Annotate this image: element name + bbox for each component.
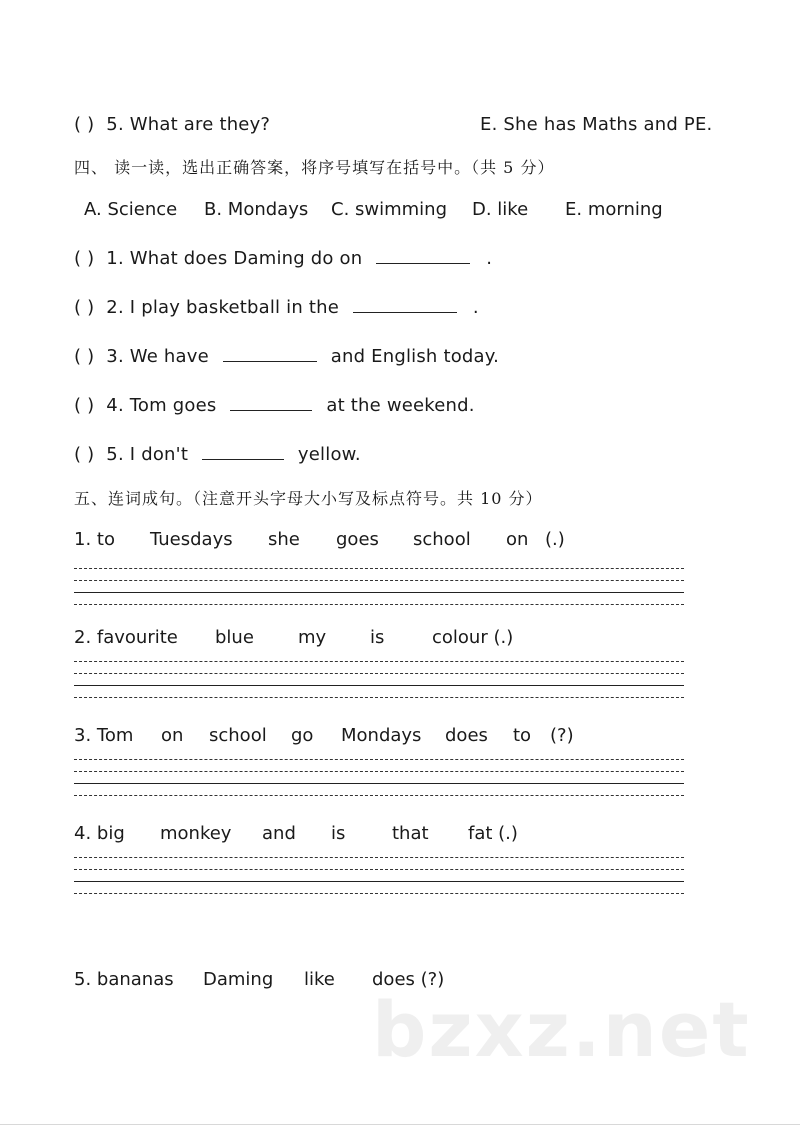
fill-item-3 <box>74 345 499 367</box>
scrambled-word: 5. bananas <box>74 969 174 990</box>
scrambled-word: fat (.) <box>468 823 518 844</box>
scrambled-word: (.) <box>545 529 565 550</box>
option-b: B. Mondays <box>204 199 309 220</box>
fill-item-4 <box>74 394 475 416</box>
answer-blank[interactable] <box>202 443 284 460</box>
writing-lines[interactable] <box>74 857 684 894</box>
fill-item-text: 3. We have <box>106 346 209 367</box>
fill-item-5 <box>74 443 361 465</box>
section5-heading: 五、连词成句。（注意开头字母大小写及标点符号。共 10 分） <box>74 489 543 508</box>
answer-blank[interactable] <box>230 394 312 411</box>
option-a: A. Science <box>84 199 178 220</box>
scrambled-word: she <box>268 529 300 550</box>
scrambled-word: does <box>445 725 488 746</box>
scrambled-word: like <box>304 969 335 990</box>
scrambled-word: that <box>392 823 429 844</box>
fill-item-2 <box>74 296 479 318</box>
fill-item-tail: yellow. <box>297 444 361 465</box>
fill-item-tail: . <box>486 248 493 269</box>
scrambled-word: to <box>513 725 532 746</box>
scrambled-word: Daming <box>203 969 274 990</box>
answer-paren[interactable]: ( ) <box>74 114 95 135</box>
fill-item-text: 4. Tom goes <box>106 395 217 416</box>
scrambled-word: is <box>370 627 385 648</box>
option-c: C. swimming <box>331 199 448 220</box>
scrambled-word: Mondays <box>341 725 422 746</box>
scrambled-word: Tuesdays <box>150 529 233 550</box>
scrambled-word: and <box>262 823 296 844</box>
scrambled-word: goes <box>336 529 379 550</box>
section4-heading: 四、 读一读，选出正确答案，将序号填写在括号中。（共 5 分） <box>74 158 555 177</box>
fill-item-tail: and English today. <box>330 346 499 367</box>
option-d: D. like <box>472 199 529 220</box>
scrambled-word: colour (.) <box>432 627 514 648</box>
fill-item-1 <box>74 247 492 269</box>
answer-paren[interactable]: ( ) <box>74 444 95 465</box>
answer-blank[interactable] <box>353 296 457 313</box>
scrambled-word: (?) <box>550 725 574 746</box>
scrambled-word: on <box>506 529 529 550</box>
scrambled-word: monkey <box>160 823 232 844</box>
answer-paren[interactable]: ( ) <box>74 248 95 269</box>
fill-item-text: 5. I don't <box>106 444 189 465</box>
option-e: E. morning <box>565 199 663 220</box>
scrambled-word: go <box>291 725 314 746</box>
answer-paren[interactable]: ( ) <box>74 297 95 318</box>
scrambled-word: 4. big <box>74 823 125 844</box>
fill-item-text: 2. I play basketball in the <box>106 297 340 318</box>
answer-paren[interactable]: ( ) <box>74 395 95 416</box>
top-item-question: 5. What are they? <box>106 114 271 135</box>
fill-item-text: 1. What does Daming do on <box>106 248 363 269</box>
writing-lines[interactable] <box>74 661 684 698</box>
scrambled-word: is <box>331 823 346 844</box>
answer-paren[interactable]: ( ) <box>74 346 95 367</box>
scrambled-word: 1. to <box>74 529 115 550</box>
scrambled-word: school <box>413 529 471 550</box>
top-item <box>74 114 270 135</box>
fill-item-tail: at the weekend. <box>326 395 475 416</box>
scrambled-word: 3. Tom <box>74 725 134 746</box>
writing-lines[interactable] <box>74 568 684 605</box>
top-item-answer: E. She has Maths and PE. <box>480 114 713 135</box>
answer-blank[interactable] <box>223 345 317 362</box>
writing-lines[interactable] <box>74 759 684 796</box>
answer-blank[interactable] <box>376 247 470 264</box>
fill-item-tail: . <box>472 297 479 318</box>
scrambled-word: 2. favourite <box>74 627 178 648</box>
scrambled-word: blue <box>215 627 254 648</box>
scrambled-word: does (?) <box>372 969 445 990</box>
page-edge-divider <box>0 1124 800 1125</box>
scrambled-word: school <box>209 725 267 746</box>
scrambled-word: my <box>298 627 327 648</box>
watermark: bzxz.net <box>372 985 751 1074</box>
scrambled-word: on <box>161 725 184 746</box>
